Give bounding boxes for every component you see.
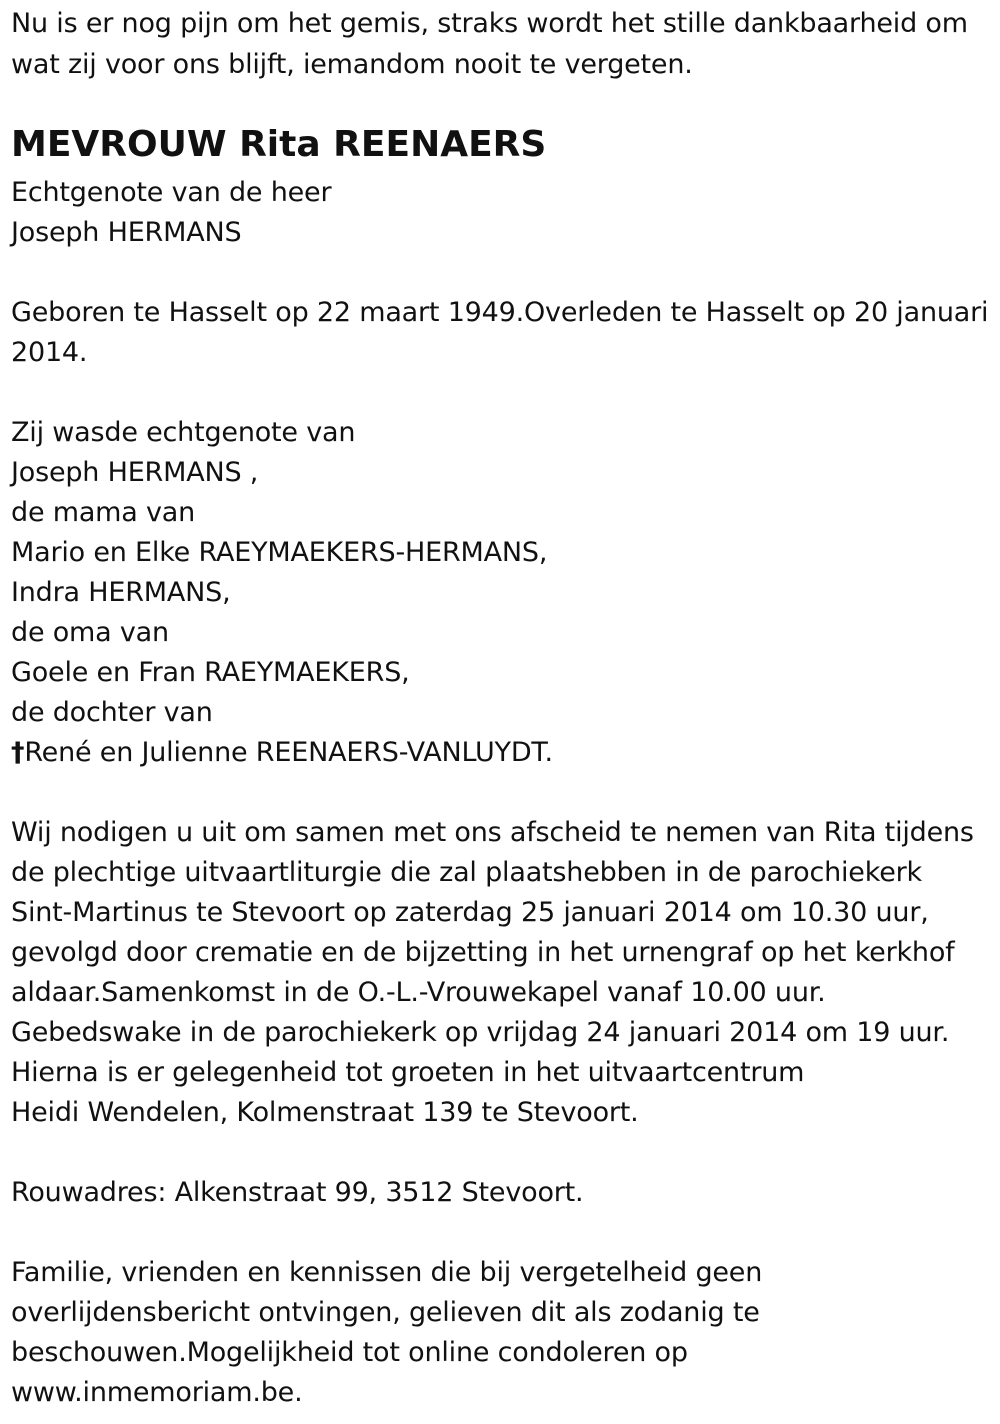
closing-line: www.inmemoriam.be. <box>11 1377 303 1408</box>
family-line: Mario en Elke RAEYMAEKERS-HERMANS, <box>11 537 548 568</box>
ceremony-line: Gebedswake in de parochiekerk op vrijdag 24 januari 2014 om 19 uur. <box>11 1017 950 1048</box>
ceremony-line: Heidi Wendelen, Kolmenstraat 139 te Stevoort. <box>11 1097 639 1128</box>
family-line: de mama van <box>11 497 196 528</box>
ceremony-line: aldaar.Samenkomst in de O.-L.-Vrouwekapel vanaf 10.00 uur. <box>11 977 826 1008</box>
cross-icon: † <box>11 737 25 768</box>
parents-line <box>11 733 553 773</box>
spouse-line-2: Joseph HERMANS <box>11 217 242 248</box>
ceremony-line: de plechtige uitvaartliturgie die zal plaatshebben in de parochiekerk <box>11 857 922 888</box>
closing-line: Familie, vrienden en kennissen die bij vergetelheid geen <box>11 1257 763 1288</box>
family-line: Joseph HERMANS , <box>11 457 259 488</box>
family-line: de oma van <box>11 617 169 648</box>
parents-names: René en Julienne REENAERS-VANLUYDT. <box>24 737 553 768</box>
ceremony-line: Sint-Martinus te Stevoort op zaterdag 25 januari 2014 om 10.30 uur, <box>11 897 929 928</box>
mourning-address: Rouwadres: Alkenstraat 99, 3512 Stevoort. <box>11 1177 584 1208</box>
intro-line-1: Nu is er nog pijn om het gemis, straks wordt het stille dankbaarheid om <box>11 8 968 39</box>
dates-line-1: Geboren te Hasselt op 22 maart 1949.Overleden te Hasselt op 20 januari <box>11 297 989 328</box>
intro-line-2: wat zij voor ons blijft, iemandom nooit te vergeten. <box>11 49 693 80</box>
family-line: Indra HERMANS, <box>11 577 231 608</box>
ceremony-line: Hierna is er gelegenheid tot groeten in het uitvaartcentrum <box>11 1057 805 1088</box>
family-line: de dochter van <box>11 697 213 728</box>
ceremony-line: gevolgd door crematie en de bijzetting in het urnengraf op het kerkhof <box>11 937 955 968</box>
spouse-line-1: Echtgenote van de heer <box>11 177 332 208</box>
family-line: Goele en Fran RAEYMAEKERS, <box>11 657 410 688</box>
ceremony-line: Wij nodigen u uit om samen met ons afscheid te nemen van Rita tijdens <box>11 817 974 848</box>
dates-line-2: 2014. <box>11 337 88 368</box>
deceased-name: MEVROUW Rita REENAERS <box>11 124 547 165</box>
closing-line: overlijdensbericht ontvingen, gelieven dit als zodanig te <box>11 1297 760 1328</box>
closing-line: beschouwen.Mogelijkheid tot online condoleren op <box>11 1337 688 1368</box>
family-line: Zij wasde echtgenote van <box>11 417 356 448</box>
